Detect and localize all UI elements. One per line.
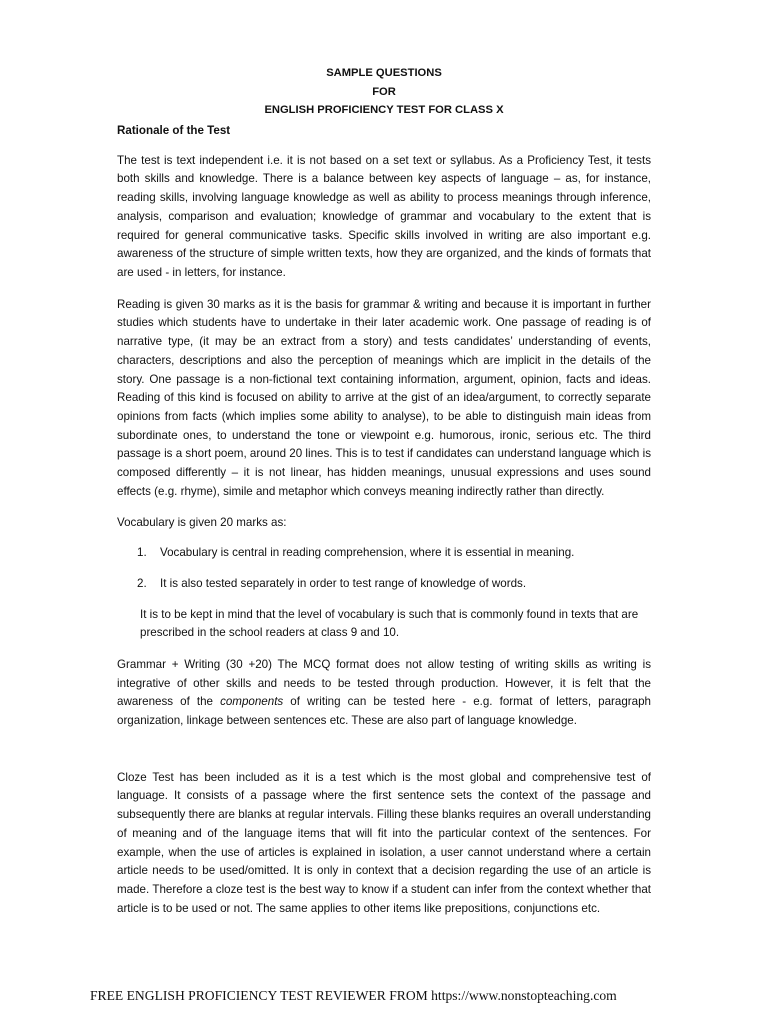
list-item-text: Vocabulary is central in reading comprehension, where it is essential in meaning. <box>160 546 575 560</box>
title-line-sample-questions: SAMPLE QUESTIONS <box>326 67 442 79</box>
paragraph-vocabulary-note: It is to be kept in mind that the level of vocabulary is such that is commonly found in texts that are prescribed in the school readers at class 9 and 10. <box>140 607 639 640</box>
grammar-text-end: of writing can be tested here - e.g. format of letters, paragraph organization, linkage between sentences etc. These are also part of language knowledge. <box>117 695 651 728</box>
list-item-text: It is also tested separately in order to test range of knowledge of words. <box>160 576 527 590</box>
section-heading-rationale: Rationale of the Test <box>117 123 231 137</box>
title-line-test-name: ENGLISH PROFICIENCY TEST FOR CLASS X <box>264 104 504 117</box>
paragraph-test-overview: The test is text independent i.e. it is not based on a set text or syllabus. As a Proficiency Test, it tests both skills and knowledge. There is a balance between key aspects of language – as, for instance, reading skills, involving language knowledge as well as ability to process meanings through inference, analysis, comparison and evaluation; knowledge of grammar and vocabulary to the extent that is required for general communicative tasks. Specific skills involved in writing are also important e.g. awareness of the structure of simple written texts, how they are organized, and the kinds of formats that are used - in letters, for instance. <box>117 153 651 279</box>
grammar-text-emphasis: components <box>220 695 284 709</box>
list-item <box>117 544 651 563</box>
list-item-number: 1. <box>137 546 147 560</box>
list-item-number: 2. <box>137 576 147 590</box>
document-title <box>117 64 651 120</box>
vocabulary-list <box>117 544 651 593</box>
grammar-text-start: Grammar + Writing (30 +20) The MCQ format does not allow testing of writing skills as writing is integrative of other skills and needs to be tested through production. However, it is felt that the awareness of the <box>117 657 651 709</box>
document-page <box>117 64 651 918</box>
list-item <box>117 575 651 594</box>
paragraph-reading: Reading is given 30 marks as it is the basis for grammar & writing and because it is important in further studies which students have to undertake in their later academic work. One passage of reading is of narrative type, (it may be an extract from a story) and tests candidates’ understanding of events, characters, descriptions and also the perception of meanings which are implicit in the details of the story. One passage is a non-fictional text containing information, argument, opinion, facts and ideas. Reading of this kind is focused on ability to arrive at the gist of an idea/argument, to correctly separate opinions from facts (which implies some ability to analyse), to be able to distinguish main ideas from subordinate ones, to understand the tone or viewpoint e.g. humorous, ironic, serious etc. The third passage is a short poem, around 20 lines. This is to test if candidates can understand language which is composed differently – it is not linear, has hidden meanings, unusual expressions and uses sound effects (e.g. rhyme), simile and metaphor which conveys meaning indirectly rather than directly. <box>117 297 651 498</box>
paragraph-cloze-test: Cloze Test has been included as it is a test which is the most global and comprehensive test of language. It consists of a passage where the first sentence sets the context of the passage and subsequently there are blanks at regular intervals. Filling these blanks requires an overall understanding of meaning and of the language items that will fit into the particular context of the sentences. For example, when the use of articles is explained in isolation, a user cannot understand where a certain article needs to be used/omitted. It is only in context that a decision regarding the use of an article is made. Therefore a cloze test is the best way to know if a student can infer from the context whether that article is to be used or not. The same applies to other items like prepositions, conjunctions etc. <box>117 770 651 915</box>
paragraph-grammar-writing <box>117 656 651 731</box>
page-footer: FREE ENGLISH PROFICIENCY TEST REVIEWER FROM https://www.nonstopteaching.com <box>90 988 617 1003</box>
paragraph-vocabulary-intro: Vocabulary is given 20 marks as: <box>117 516 287 530</box>
title-line-for: FOR <box>372 85 396 98</box>
